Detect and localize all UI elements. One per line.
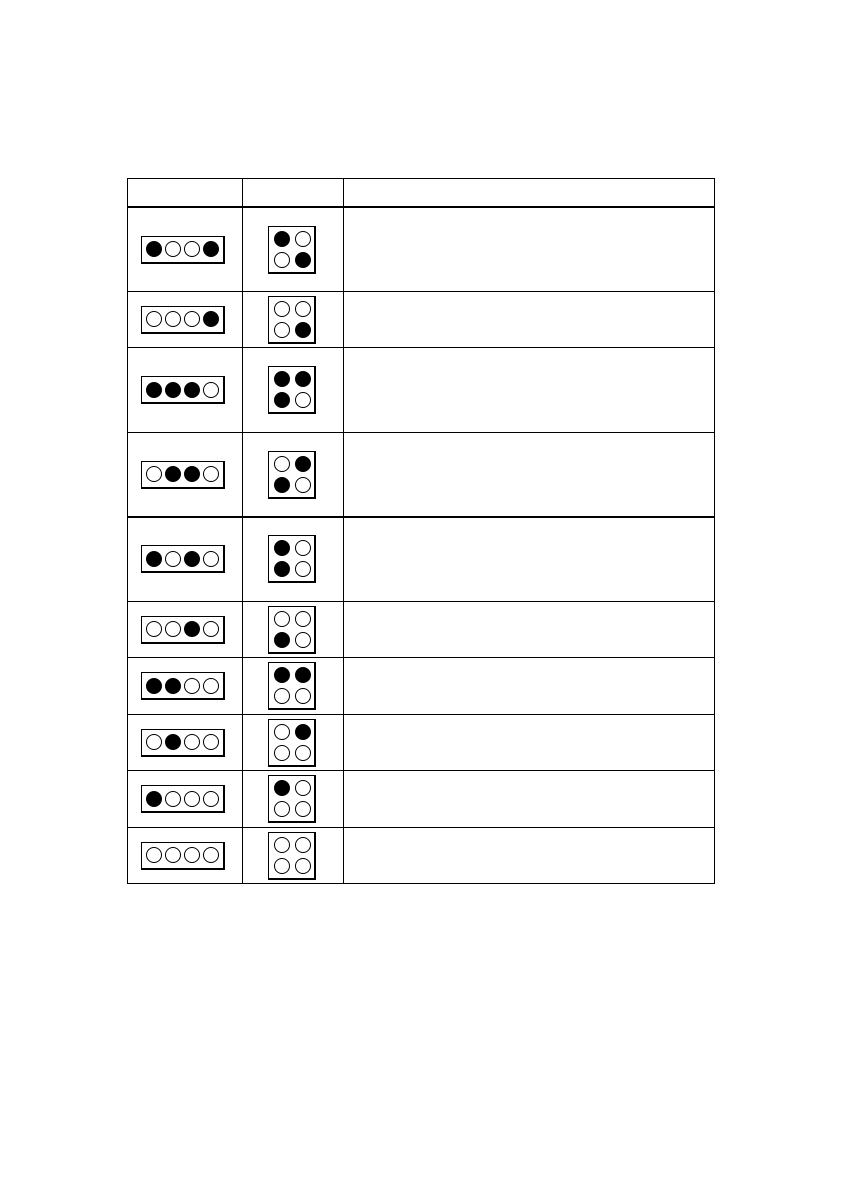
led-on-dot — [274, 561, 290, 577]
table-hline — [127, 206, 715, 208]
led-on-dot — [146, 551, 162, 567]
led-off-dot — [184, 678, 200, 694]
led-on-dot — [274, 392, 290, 408]
led-on-dot — [274, 540, 290, 556]
led-on-dot — [184, 382, 200, 398]
led-off-dot — [295, 632, 311, 648]
led-off-dot — [165, 621, 181, 637]
led-off-dot — [274, 301, 290, 317]
led-on-dot — [295, 252, 311, 268]
led-off-dot — [146, 734, 162, 750]
led-off-dot — [295, 540, 311, 556]
led-off-dot — [295, 231, 311, 247]
led-off-dot — [184, 847, 200, 863]
led-off-dot — [274, 837, 290, 853]
indicator-table — [127, 178, 715, 884]
led-off-dot — [203, 847, 219, 863]
led-on-dot — [203, 311, 219, 327]
led-off-dot — [274, 322, 290, 338]
led-off-dot — [146, 621, 162, 637]
table-hline — [127, 516, 715, 518]
table-vline — [242, 178, 243, 884]
led-off-dot — [274, 688, 290, 704]
led-off-dot — [274, 252, 290, 268]
led-off-dot — [165, 551, 181, 567]
led-on-dot — [165, 466, 181, 482]
led-off-dot — [203, 382, 219, 398]
led-off-dot — [295, 780, 311, 796]
led-off-dot — [295, 837, 311, 853]
led-off-dot — [295, 561, 311, 577]
led-on-dot — [274, 780, 290, 796]
led-off-dot — [165, 241, 181, 257]
table-hline — [127, 432, 715, 433]
led-on-dot — [165, 678, 181, 694]
led-off-dot — [295, 858, 311, 874]
led-bar-indicator — [141, 785, 225, 813]
led-on-dot — [146, 678, 162, 694]
led-on-dot — [274, 477, 290, 493]
led-grid-indicator — [268, 662, 316, 710]
table-hline — [127, 657, 715, 658]
led-grid-indicator — [268, 719, 316, 767]
led-off-dot — [274, 456, 290, 472]
led-off-dot — [146, 311, 162, 327]
led-off-dot — [274, 801, 290, 817]
led-on-dot — [295, 667, 311, 683]
led-on-dot — [165, 734, 181, 750]
led-on-dot — [146, 791, 162, 807]
led-off-dot — [274, 724, 290, 740]
led-on-dot — [295, 322, 311, 338]
led-on-dot — [295, 456, 311, 472]
led-off-dot — [184, 791, 200, 807]
led-grid-indicator — [268, 366, 316, 414]
led-bar-indicator — [141, 461, 225, 489]
led-on-dot — [295, 724, 311, 740]
led-off-dot — [274, 858, 290, 874]
led-on-dot — [274, 632, 290, 648]
led-bar-indicator — [141, 842, 225, 870]
led-on-dot — [184, 466, 200, 482]
led-grid-indicator — [268, 535, 316, 583]
led-off-dot — [184, 241, 200, 257]
led-off-dot — [203, 678, 219, 694]
led-off-dot — [203, 551, 219, 567]
led-off-dot — [203, 791, 219, 807]
led-off-dot — [146, 466, 162, 482]
led-off-dot — [146, 847, 162, 863]
led-off-dot — [165, 311, 181, 327]
led-on-dot — [165, 382, 181, 398]
led-on-dot — [203, 241, 219, 257]
table-hline — [127, 347, 715, 348]
led-off-dot — [203, 734, 219, 750]
led-bar-indicator — [141, 236, 225, 264]
led-off-dot — [184, 734, 200, 750]
led-bar-indicator — [141, 729, 225, 757]
led-on-dot — [184, 551, 200, 567]
led-bar-indicator — [141, 376, 225, 404]
led-off-dot — [295, 477, 311, 493]
table-hline — [127, 883, 715, 884]
led-off-dot — [295, 301, 311, 317]
table-vline — [127, 178, 128, 884]
led-on-dot — [274, 667, 290, 683]
led-grid-indicator — [268, 775, 316, 823]
led-grid-indicator — [268, 296, 316, 344]
led-grid-indicator — [268, 226, 316, 274]
table-hline — [127, 291, 715, 292]
led-off-dot — [295, 611, 311, 627]
led-on-dot — [274, 231, 290, 247]
led-on-dot — [184, 621, 200, 637]
led-off-dot — [165, 791, 181, 807]
table-hline — [127, 827, 715, 828]
led-off-dot — [274, 611, 290, 627]
led-grid-indicator — [268, 451, 316, 499]
led-on-dot — [146, 241, 162, 257]
table-hline — [127, 770, 715, 771]
led-bar-indicator — [141, 545, 225, 573]
led-off-dot — [203, 621, 219, 637]
table-vline — [714, 178, 715, 884]
led-bar-indicator — [141, 306, 225, 334]
led-bar-indicator — [141, 672, 225, 700]
led-off-dot — [295, 688, 311, 704]
led-off-dot — [295, 801, 311, 817]
led-off-dot — [165, 847, 181, 863]
led-off-dot — [184, 311, 200, 327]
led-grid-indicator — [268, 606, 316, 654]
led-bar-indicator — [141, 616, 225, 644]
led-off-dot — [295, 392, 311, 408]
table-hline — [127, 714, 715, 715]
table-hline — [127, 601, 715, 602]
table-hline — [127, 178, 715, 179]
led-grid-indicator — [268, 832, 316, 880]
table-vline — [343, 178, 344, 884]
led-on-dot — [274, 371, 290, 387]
led-on-dot — [295, 371, 311, 387]
led-off-dot — [203, 466, 219, 482]
led-off-dot — [274, 745, 290, 761]
led-off-dot — [295, 745, 311, 761]
led-on-dot — [146, 382, 162, 398]
